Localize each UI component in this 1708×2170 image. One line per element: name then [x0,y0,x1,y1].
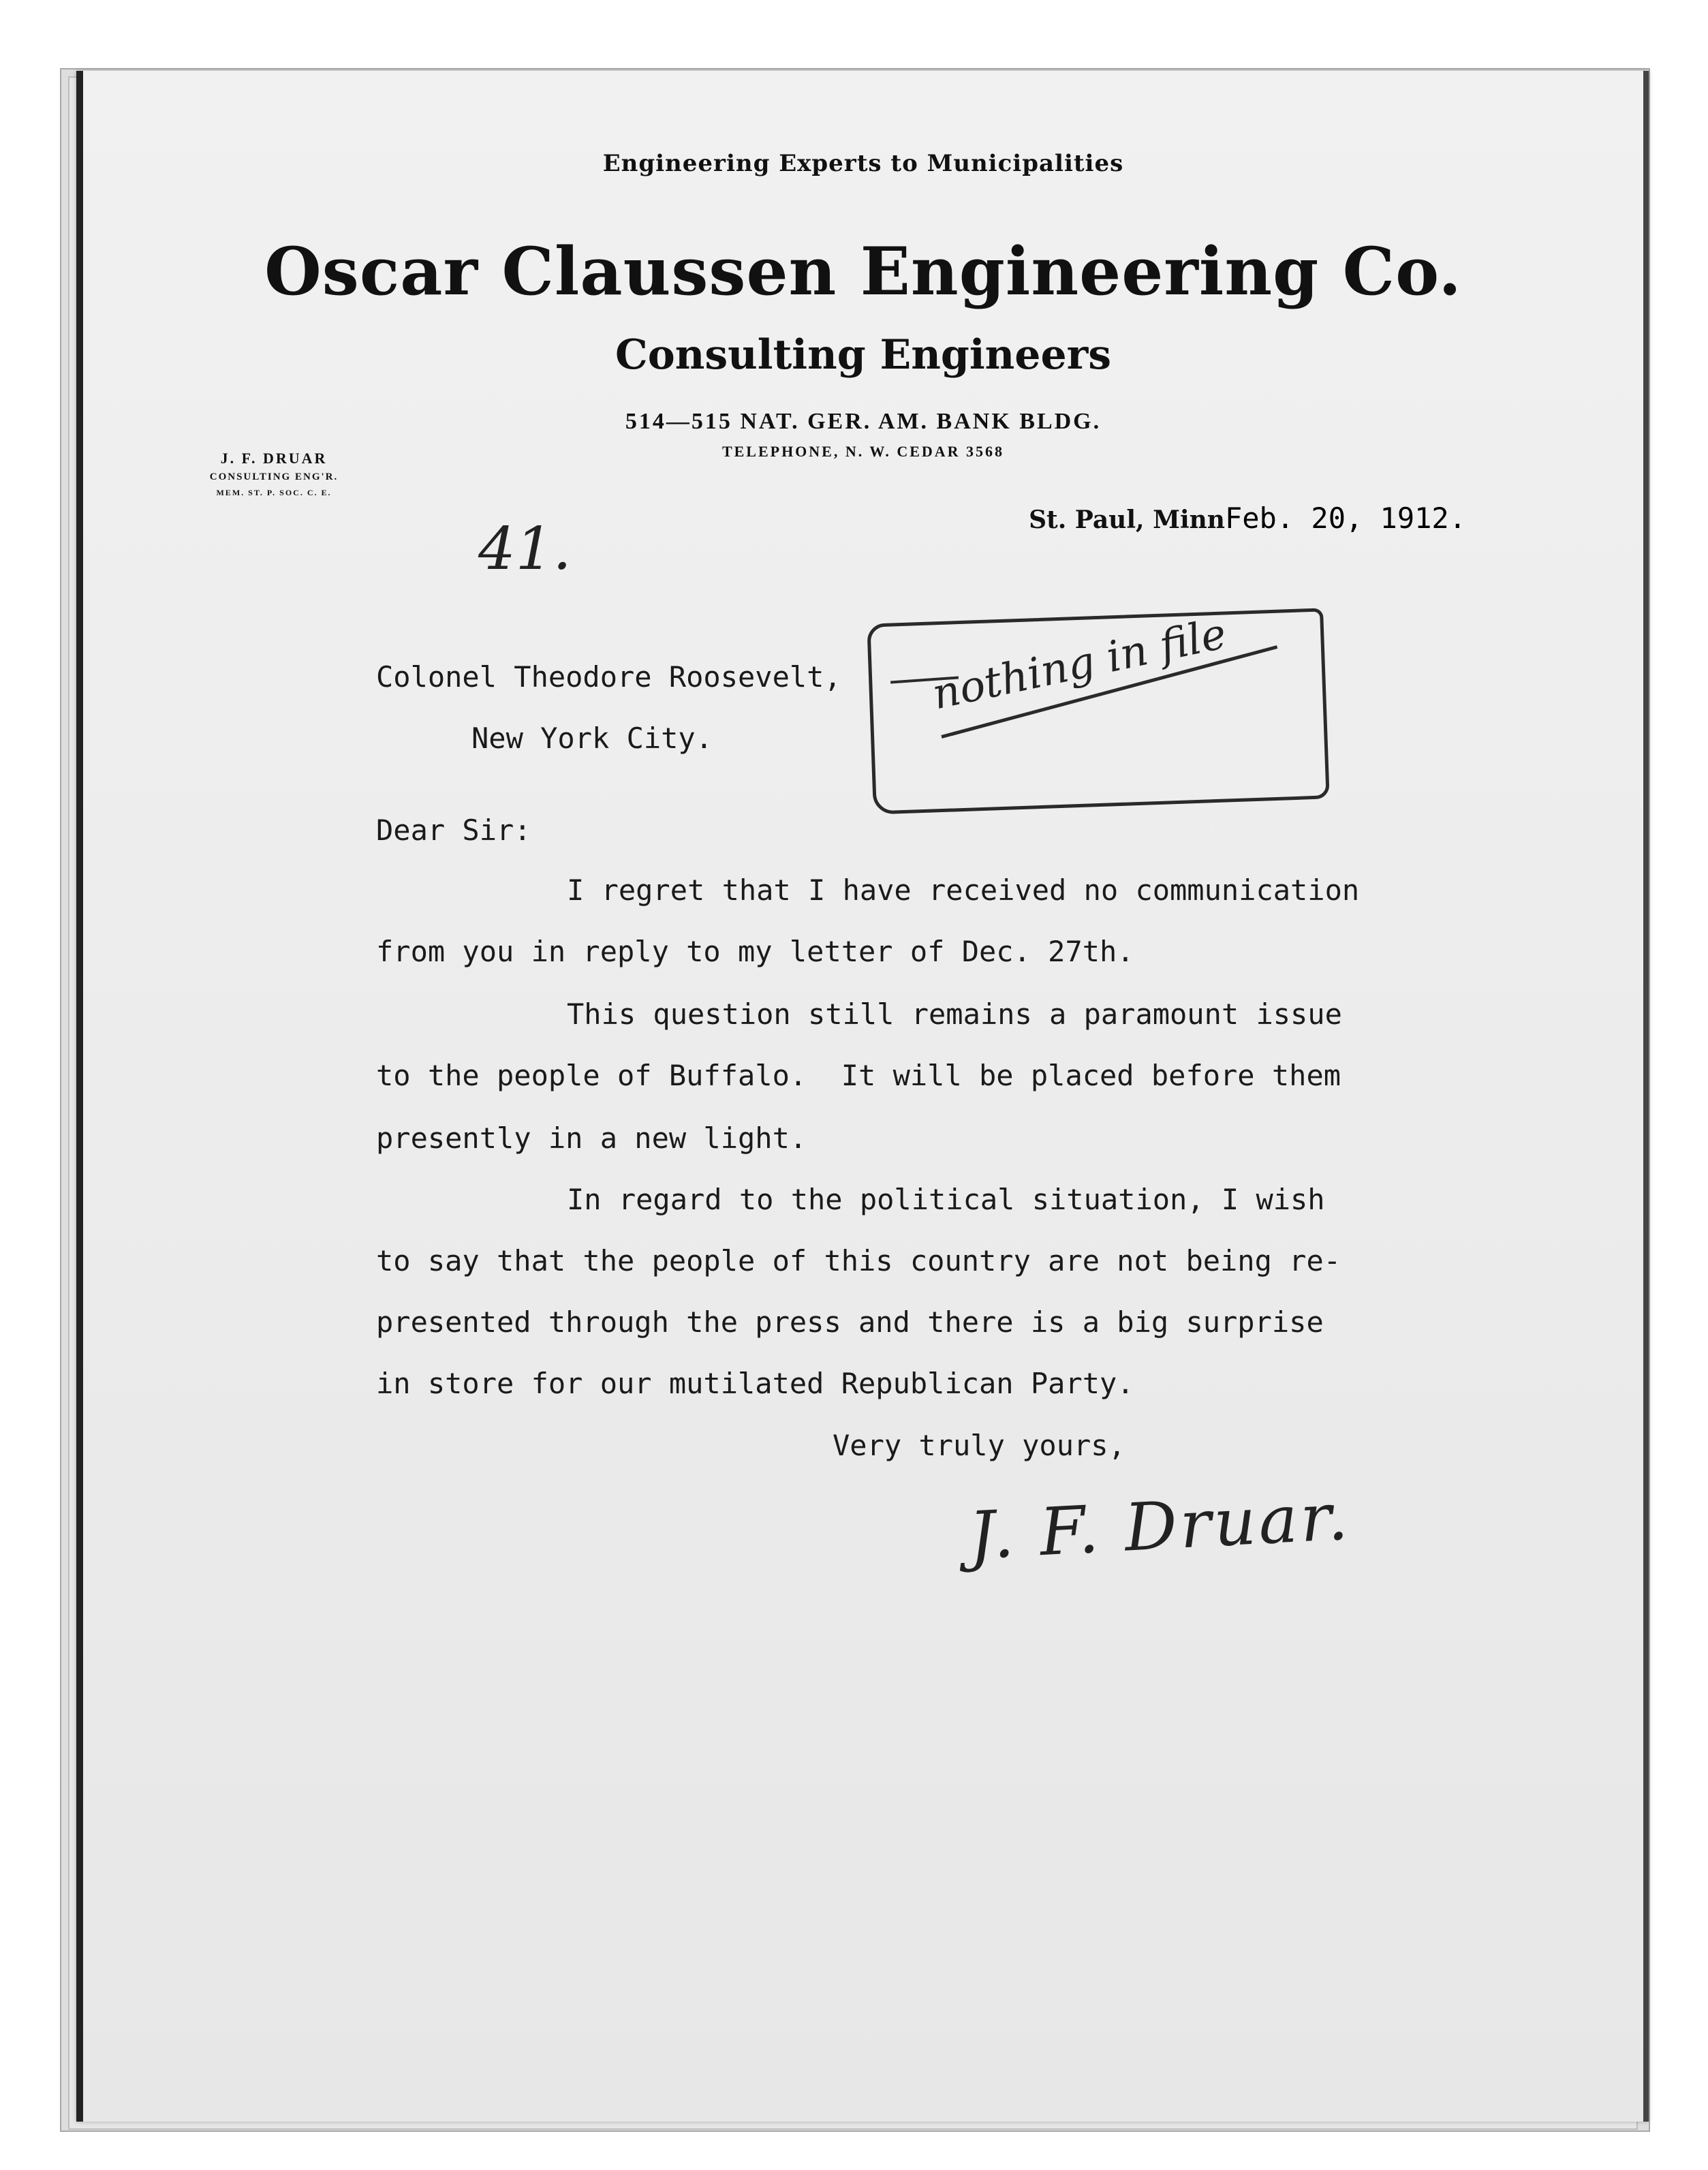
body-line: to the people of Buffalo. It will be placed before them [376,1059,1341,1092]
letterhead-subtitle: Consulting Engineers [615,331,1112,379]
recipient-name: Colonel Theodore Roosevelt, [376,660,841,694]
dateline [1029,501,1466,535]
body-line: I regret that I have received no communication [567,873,1360,907]
closing: Very truly yours, [833,1429,1125,1462]
signature: J. F. Druar. [967,1478,1353,1575]
body-line: presently in a new light. [376,1121,807,1155]
recipient-city: New York City. [471,722,713,755]
body-line: from you in reply to my letter of Dec. 27th. [376,935,1134,968]
salutation: Dear Sir: [376,813,531,847]
dateline-place: St. Paul, Minn [1029,506,1225,534]
letterhead-address: 514—515 NAT. GER. AM. BANK BLDG. [625,409,1102,434]
handwritten-note: nothing in file [928,608,1231,719]
body-line: presented through the press and there is a big surprise [376,1305,1324,1339]
letterhead-company-name: Oscar Claussen Engineering Co. [264,233,1462,310]
letterhead-telephone: TELEPHONE, N. W. CEDAR 3568 [721,443,1005,460]
sidebar-name: J. F. DRUAR [220,450,328,467]
dateline-date: Feb. 20, 1912. [1224,501,1466,535]
body-line: in store for our mutilated Republican Party. [376,1367,1134,1400]
sidebar-title: CONSULTING ENG'R. [209,471,339,482]
handwritten-page-number: 41. [478,515,572,583]
body-line: to say that the people of this country are not being re- [376,1244,1341,1277]
body-line: In regard to the political situation, I wish [567,1183,1325,1216]
letterhead-tagline: Engineering Experts to Municipalities [602,150,1124,177]
body-line: This question still remains a paramount issue [567,997,1342,1031]
letter-page [76,71,1649,2122]
sidebar-membership: MEM. ST. P. SOC. C. E. [216,488,332,497]
